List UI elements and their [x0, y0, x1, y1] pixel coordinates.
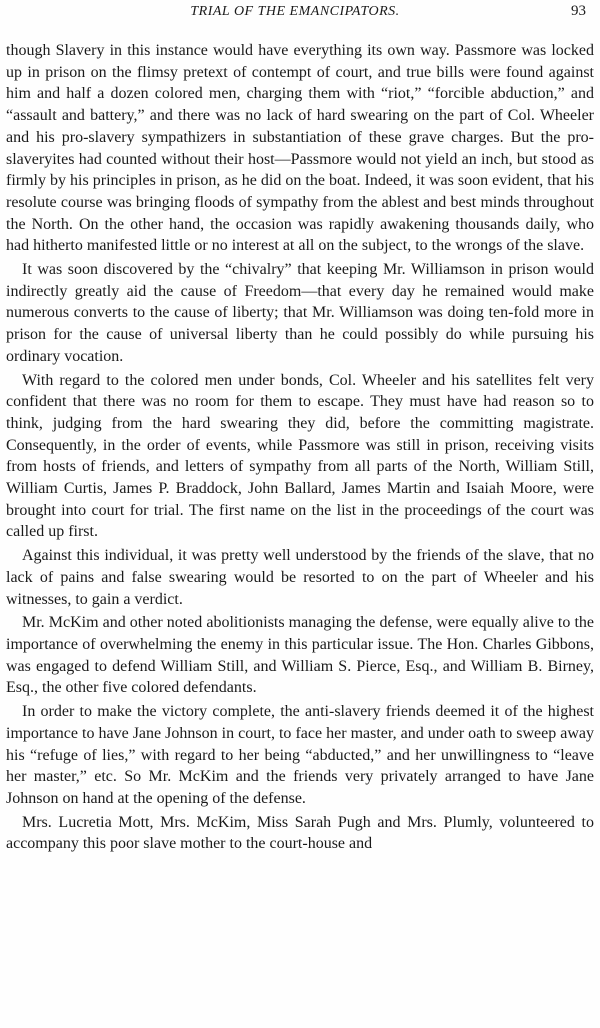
running-head: TRIAL OF THE EMANCIPATORS. [190, 4, 400, 19]
paragraph: Mr. McKim and other noted abolitionists managing the defense, were equally alive to the importance of overwhelming the enemy in this particular issue. The Hon. Charles Gibbons, was engaged to defend William Still, and William S. Pierce, Esq., and William B. Birney, Esq., the other five colored defendants. [6, 614, 594, 697]
paragraph: Against this individual, it was pretty well understood by the friends of the slave, that no lack of pains and false swearing would be resorted to on the part of Wheeler and his witnesses, to gain a verdict. [6, 547, 594, 608]
page-number: 93 [571, 3, 586, 19]
paragraph: Mrs. Lucretia Mott, Mrs. McKim, Miss Sarah Pugh and Mrs. Plumly, volunteered to accompany this poor slave mother to the court-house and [6, 813, 594, 853]
paragraph: It was soon discovered by the “chivalry” that keeping Mr. Williamson in prison would indirectly greatly aid the cause of Freedom—that every day he remained would make numerous converts to the cause of liberty; that Mr. Williamson was doing ten-fold more in prison for the cause of universal liberty than he could possibly do while pursuing his ordinary vocation. [6, 261, 594, 365]
paragraph: With regard to the colored men under bonds, Col. Wheeler and his satellites felt very confident that there was no room for them to escape. They must have had reason so to think, judging from the hard swearing they did, before the committing magistrate. Consequently, in the order of events, while Passmore was still in prison, receiving visits from hosts of friends, and letters of sympathy from all parts of the North, William Still, William Curtis, James P. Braddock, John Ballard, James Martin and Isaiah Moore, were brought into court for trial. The first name on the list in the proceedings of the court was called up first. [6, 371, 594, 541]
paragraph: though Slavery in this instance would have everything its own way. Passmore was locked up in prison on the flimsy pretext of contempt of court, and true bills were found against him and half a dozen colored men, charging them with “riot,” “forcible abduction,” and “assault and battery,” and there was no lack of hard swearing on the part of Col. Wheeler and his pro-slavery sympathizers in substantiation of these grave charges. But the pro-slaveryites had counted without their host—Passmore would not yield an inch, but stood as firmly by his principles in prison, as he did on the boat. Indeed, it was soon evident, that his resolute course was bringing floods of sympathy from the ablest and best minds throughout the North. On the other hand, the occasion was rapidly awakening thousands daily, who had hitherto manifested little or no interest at all on the subject, to the wrongs of the slave. [6, 42, 594, 255]
body-text [6, 40, 594, 857]
paragraph: In order to make the victory complete, the anti-slavery friends deemed it of the highest importance to have Jane Johnson in court, to face her master, and under oath to sweep away his “refuge of lies,” with regard to her being “abducted,” and her unwillingness to “leave her master,” etc. So Mr. McKim and the friends very privately arranged to have Jane Johnson on hand at the opening of the defense. [6, 703, 594, 807]
